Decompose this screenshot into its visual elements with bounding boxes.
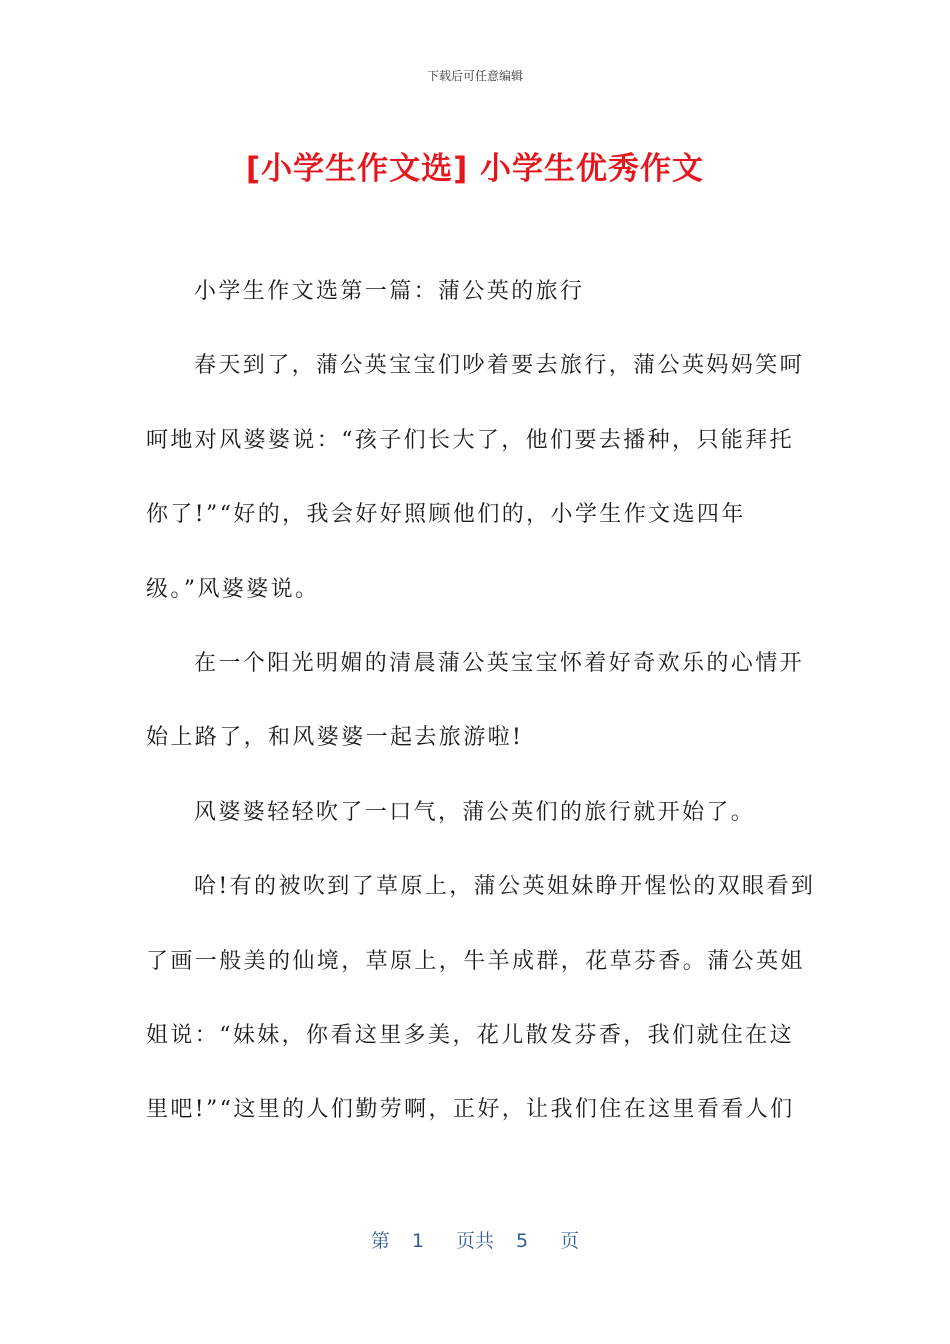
paragraph-line: 级。”风婆婆说。 bbox=[146, 576, 320, 602]
paragraph-line: 始上路了，和风婆婆一起去旅游啦! bbox=[146, 725, 524, 751]
footer-prefix: 第 bbox=[370, 1230, 390, 1252]
total-pages: 5 bbox=[516, 1230, 529, 1252]
paragraph-3 bbox=[146, 645, 806, 757]
footer-middle: 页共 bbox=[455, 1230, 494, 1252]
paragraph-4 bbox=[146, 794, 806, 831]
paragraph-line: 小学生作文选第一篇：蒲公英的旅行 bbox=[194, 279, 585, 304]
paragraph-line: 春天到了，蒲公英宝宝们吵着要去旅行，蒲公英妈妈笑呵 bbox=[194, 353, 805, 379]
page-footer bbox=[0, 1226, 950, 1253]
paragraph-line: 哈!有的被吹到了草原上，蒲公英姐妹睁开惺忪的双眼看到 bbox=[194, 874, 816, 900]
document-title: [小学生作文选] 小学生优秀作文 bbox=[245, 151, 705, 187]
paragraph-line: 了画一般美的仙境，草原上，牛羊成群，花草芬香。蒲公英姐 bbox=[146, 948, 805, 974]
footer-suffix: 页 bbox=[560, 1230, 580, 1252]
paragraph-line: 你了!”“好的，我会好好照顾他们的，小学生作文选四年 bbox=[146, 502, 746, 528]
document-body bbox=[146, 273, 816, 1129]
paragraph-line: 里吧!”“这里的人们勤劳啊，正好，让我们住在这里看看人们 bbox=[146, 1097, 795, 1123]
paragraph-line: 风婆婆轻轻吹了一口气，蒲公英们的旅行就开始了。 bbox=[194, 799, 756, 825]
current-page-number: 1 bbox=[411, 1230, 424, 1252]
paragraph-5 bbox=[146, 868, 816, 1128]
header-note: 下载后可任意编辑 bbox=[426, 69, 523, 83]
paragraph-line: 呵地对风婆婆说：“孩子们长大了，他们要去播种，只能拜托 bbox=[146, 427, 795, 453]
paragraph-2 bbox=[146, 347, 806, 607]
paragraph-line: 姐说：“妹妹，你看这里多美，花儿散发芬香，我们就住在这 bbox=[146, 1022, 795, 1048]
paragraph-line: 在一个阳光明媚的清晨蒲公英宝宝怀着好奇欢乐的心情开 bbox=[194, 650, 805, 676]
paragraph-1 bbox=[146, 273, 806, 310]
